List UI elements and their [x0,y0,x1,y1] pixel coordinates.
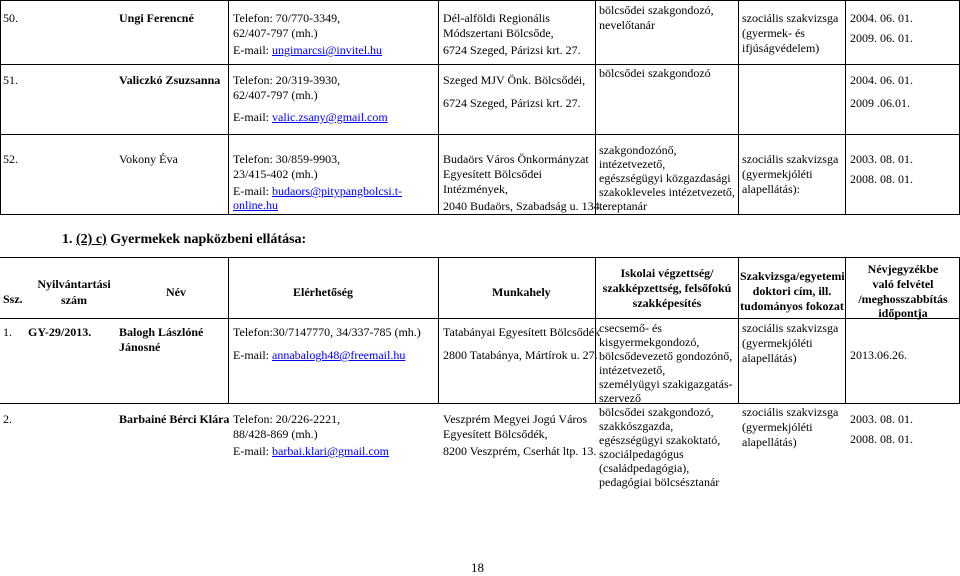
exam: (gyermekjóléti [742,420,813,434]
exam: (gyermekjóléti [742,167,813,181]
rule [228,0,229,214]
row-number: 52. [3,152,18,166]
phone: Telefon: 20/319-3930, [233,73,341,87]
date: 2003. 08. 01. [850,152,913,166]
email-line [233,443,389,459]
header-workplace: Munkahely [492,285,551,299]
email-line [233,347,405,363]
workplace-address: 6724 Szeged, Párizsi krt. 27. [443,96,581,110]
exam: ifjúságvédelem) [742,41,820,55]
rule [845,257,846,403]
date: 2008. 08. 01. [850,432,913,446]
header-qualification: szakképzettség, felsőfokú [602,281,732,295]
email-line [233,109,388,125]
header-exam: Szakvizsga/egyetemi [740,269,845,283]
email-label: E-mail: [233,110,272,124]
email-label: E-mail: [233,184,272,198]
exam: (gyermekjóléti [742,336,813,350]
rule [228,257,229,403]
workplace: Budaörs Város Önkormányzat [443,152,589,166]
header-contact: Elérhetőség [293,285,353,299]
qualification: egészségügyi közgazdasági [599,171,731,185]
person-name: Ungi Ferencné [119,11,194,25]
rule [0,0,1,214]
workplace-address: 6724 Szeged, Párizsi krt. 27. [443,43,581,57]
date: 2008. 08. 01. [850,172,913,186]
email-line [233,42,382,58]
rule [438,0,439,214]
header-exam: tudományos fokozat [740,299,844,313]
workplace: Veszprém Megyei Jogú Város [443,412,588,426]
rule [0,257,960,258]
phone: 88/428-869 (mh.) [233,427,318,441]
header-date: való felvétel [872,277,934,291]
exam: szociális szakvizsga [742,405,839,419]
header-reg-number: szám [61,293,87,307]
qualification: bölcsődei szakgondozó, [599,405,714,419]
qualification: bölcsődevezető gondozónő, [599,349,733,363]
person-name: Barbainé Bérci Klára [119,412,230,426]
workplace: Módszertani Bölcsőde, [443,26,554,40]
person-name: Valiczkó Zsuzsanna [119,73,221,87]
person-name: Balogh Lászlóné [119,325,204,339]
row-number: 50. [3,11,18,25]
row-number: 1. [3,325,12,339]
email-link[interactable]: valic.zsany@gmail.com [272,110,388,124]
section-heading [62,232,306,248]
rule [738,0,739,214]
workplace: Tatabányai Egyesített Bölcsődék [443,325,601,339]
page-number: 18 [471,560,484,575]
workplace-address: 2800 Tatabánya, Mártírok u. 27. [443,348,598,362]
rule [845,0,846,214]
rule [595,0,596,214]
qualification: pedagógiai bölcsésztanár [599,475,720,489]
header-name: Név [166,285,186,299]
rule [438,257,439,403]
workplace: Intézmények, [443,182,508,196]
rule [0,318,960,319]
exam: szociális szakvizsga [742,11,839,25]
email-link[interactable]: online.hu [233,198,278,212]
person-name: Vokony Éva [119,152,178,166]
phone: Telefon: 20/226-2221, [233,412,341,426]
workplace: Szeged MJV Önk. Bölcsődéi, [443,73,586,87]
qualification: szakkószgazda, [599,419,674,433]
section-title: Gyermekek napközbeni ellátása: [106,232,307,247]
qualification: bölcsődei szakgondozó [599,66,711,80]
email-link[interactable]: barbai.klari@gmail.com [272,444,390,458]
header-qualification: szakképesítés [632,296,702,310]
qualification: szakokleveles intézetvezető, [599,185,735,199]
rule [0,214,960,215]
phone: Telefon: 30/859-9903, [233,152,341,166]
phone: Telefon:30/7147770, 34/337-785 (mh.) [233,325,421,339]
qualification: szakgondozónő, [599,143,677,157]
exam: alapellátás) [742,351,797,365]
header-exam: doktori cím, ill. [752,284,832,298]
row-number: 2. [3,412,12,426]
header-ssz: Ssz. [3,292,23,306]
email-label: E-mail: [233,444,272,458]
qualification: (családpedagógia), [599,461,690,475]
email-label: E-mail: [233,43,272,57]
rule [0,0,960,1]
exam: alapellátás) [742,435,797,449]
exam: szociális szakvizsga [742,152,839,166]
rule [0,134,960,135]
date: 2004. 06. 01. [850,11,913,25]
section-reference: (2) c) [76,232,107,247]
qualification: intézetvezető, [599,363,666,377]
qualification: bölcsődei szakgondozó, [599,3,714,17]
rule [738,257,739,403]
exam: (gyermek- és [742,26,805,40]
qualification: személyügyi szakigazgatás- [599,377,733,391]
date: 2009 .06.01. [850,96,910,110]
phone: 23/415-402 (mh.) [233,167,318,181]
rule [0,64,960,65]
workplace: Egyesített Bölcsődei [443,167,542,181]
workplace: Egyesített Bölcsődék, [443,427,548,441]
email-link[interactable]: annabalogh48@freemail.hu [272,348,406,362]
person-name: Jánosné [119,340,161,354]
workplace: Dél-alföldi Regionális [443,11,550,25]
exam: szociális szakvizsga [742,321,839,335]
email-link[interactable]: ungimarcsi@invitel.hu [272,43,383,57]
header-reg-number: Nyilvántartási [37,277,111,291]
phone: 62/407-797 (mh.) [233,26,318,40]
email-link[interactable]: budaors@pitypangbolcsi.t- [272,184,403,198]
header-qualification: Iskolai végzettség/ [620,266,714,280]
exam: alapellátás): [742,182,800,196]
date: 2013.06.26. [850,348,907,362]
phone: Telefon: 70/770-3349, [233,11,341,25]
workplace-address: 2040 Budaörs, Szabadság u. 134. [443,199,603,213]
email-label: E-mail: [233,348,272,362]
header-date: Névjegyzékbe [867,262,939,276]
qualification: intézetvezető, [599,157,666,171]
date: 2009. 06. 01. [850,31,913,45]
qualification: szociálpedagógus [599,447,684,461]
qualification: nevelőtanár [599,18,655,32]
phone: 62/407-797 (mh.) [233,88,318,102]
qualification: kisgyermekgondozó, [599,335,700,349]
row-number: 51. [3,73,18,87]
header-date: időpontja [878,306,928,320]
qualification: csecsemő- és [599,321,662,335]
qualification: tereptanár [599,199,647,213]
workplace-address: 8200 Veszprém, Cserhát ltp. 13. [443,444,597,458]
date: 2004. 06. 01. [850,73,913,87]
reg-number: GY-29/2013. [28,325,92,339]
header-date: /meghosszabbítás [858,292,948,306]
qualification: egészségügyi szakoktató, [599,433,721,447]
qualification: szervező [599,391,641,405]
date: 2003. 08. 01. [850,412,913,426]
section-number: 1. [62,232,76,247]
